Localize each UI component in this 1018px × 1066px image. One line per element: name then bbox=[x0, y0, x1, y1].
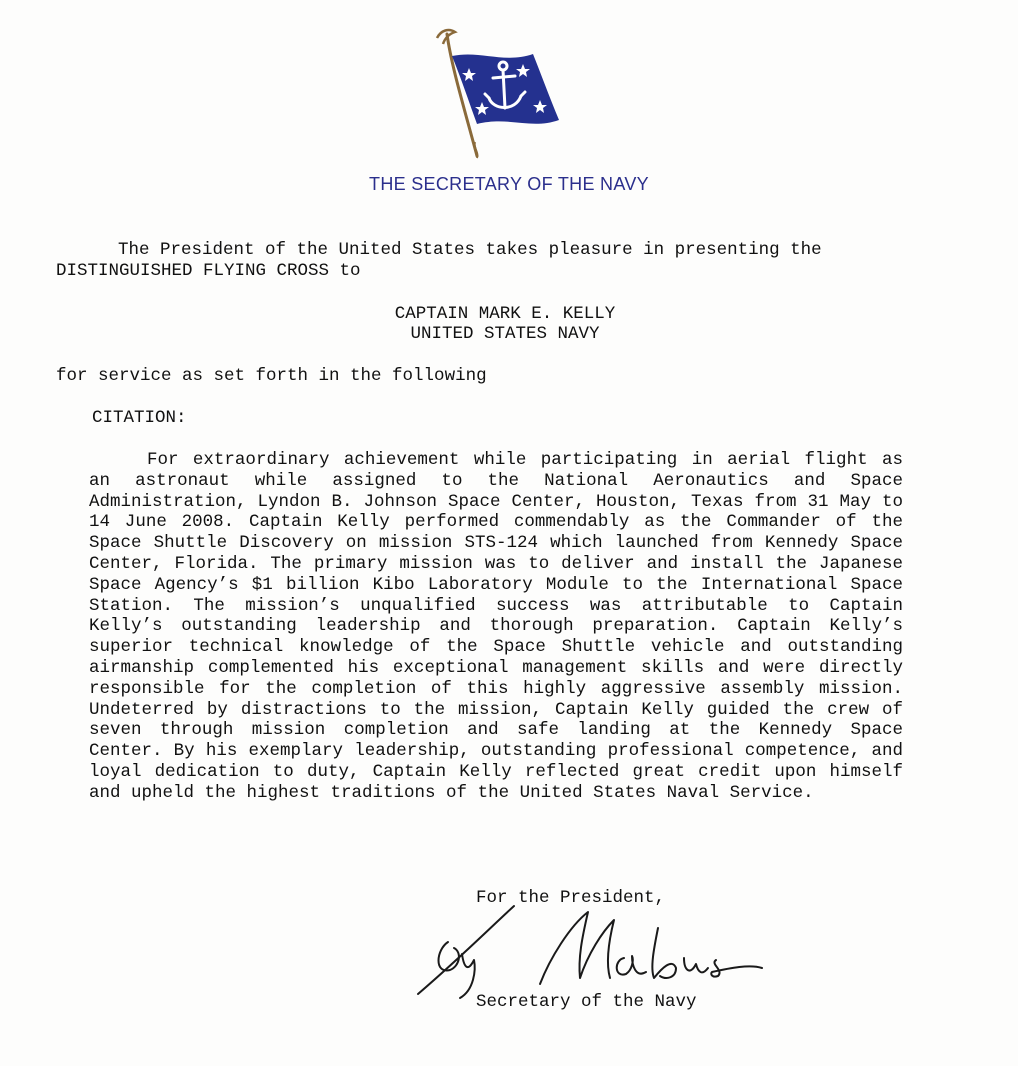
award-name-line: DISTINGUISHED FLYING CROSS to bbox=[56, 261, 361, 281]
intro-line-1: The President of the United States takes pleasure in presenting the bbox=[118, 240, 822, 260]
citation-heading: CITATION: bbox=[92, 408, 187, 428]
signer-title: Secretary of the Navy bbox=[476, 992, 697, 1012]
navy-secretary-flag-icon bbox=[425, 24, 565, 164]
citation-body: For extraordinary achievement while participating in aerial flight as an astronaut while assigned to the National Aeronautics and Space Administration, Lyndon B. Johnson Space Center, Houston, Texas from 31 May to 14 June 2008. Captain Kelly performed commendably as the Commander of the Space Shuttle Discovery on mission STS-124 which launched from Kennedy Space Center, Florida. The primary mission was to deliver and install the Japanese Space Agency’s $1 billion Kibo Laboratory Module to the International Space Station. The mission’s unqualified success was attributable to Captain Kelly’s outstanding leadership and thorough preparation. Captain Kelly’s superior technical knowledge of the Space Shuttle vehicle and outstanding airmanship complemented his exceptional management skills and were directly responsible for the completion of this highly aggressive assembly mission. Undeterred by distractions to the mission, Captain Kelly guided the crew of seven through mission completion and safe landing at the Kennedy Space Center. By his exemplary leadership, outstanding professional competence, and loyal dedication to duty, Captain Kelly reflected great credit upon himself and upheld the highest traditions of the United States Naval Service. bbox=[89, 450, 903, 803]
office-title: THE SECRETARY OF THE NAVY bbox=[369, 174, 649, 194]
service-line: for service as set forth in the following bbox=[56, 366, 487, 386]
closing-line: For the President, bbox=[476, 888, 666, 908]
recipient-branch: UNITED STATES NAVY bbox=[410, 324, 600, 344]
recipient-name: CAPTAIN MARK E. KELLY bbox=[394, 304, 616, 324]
